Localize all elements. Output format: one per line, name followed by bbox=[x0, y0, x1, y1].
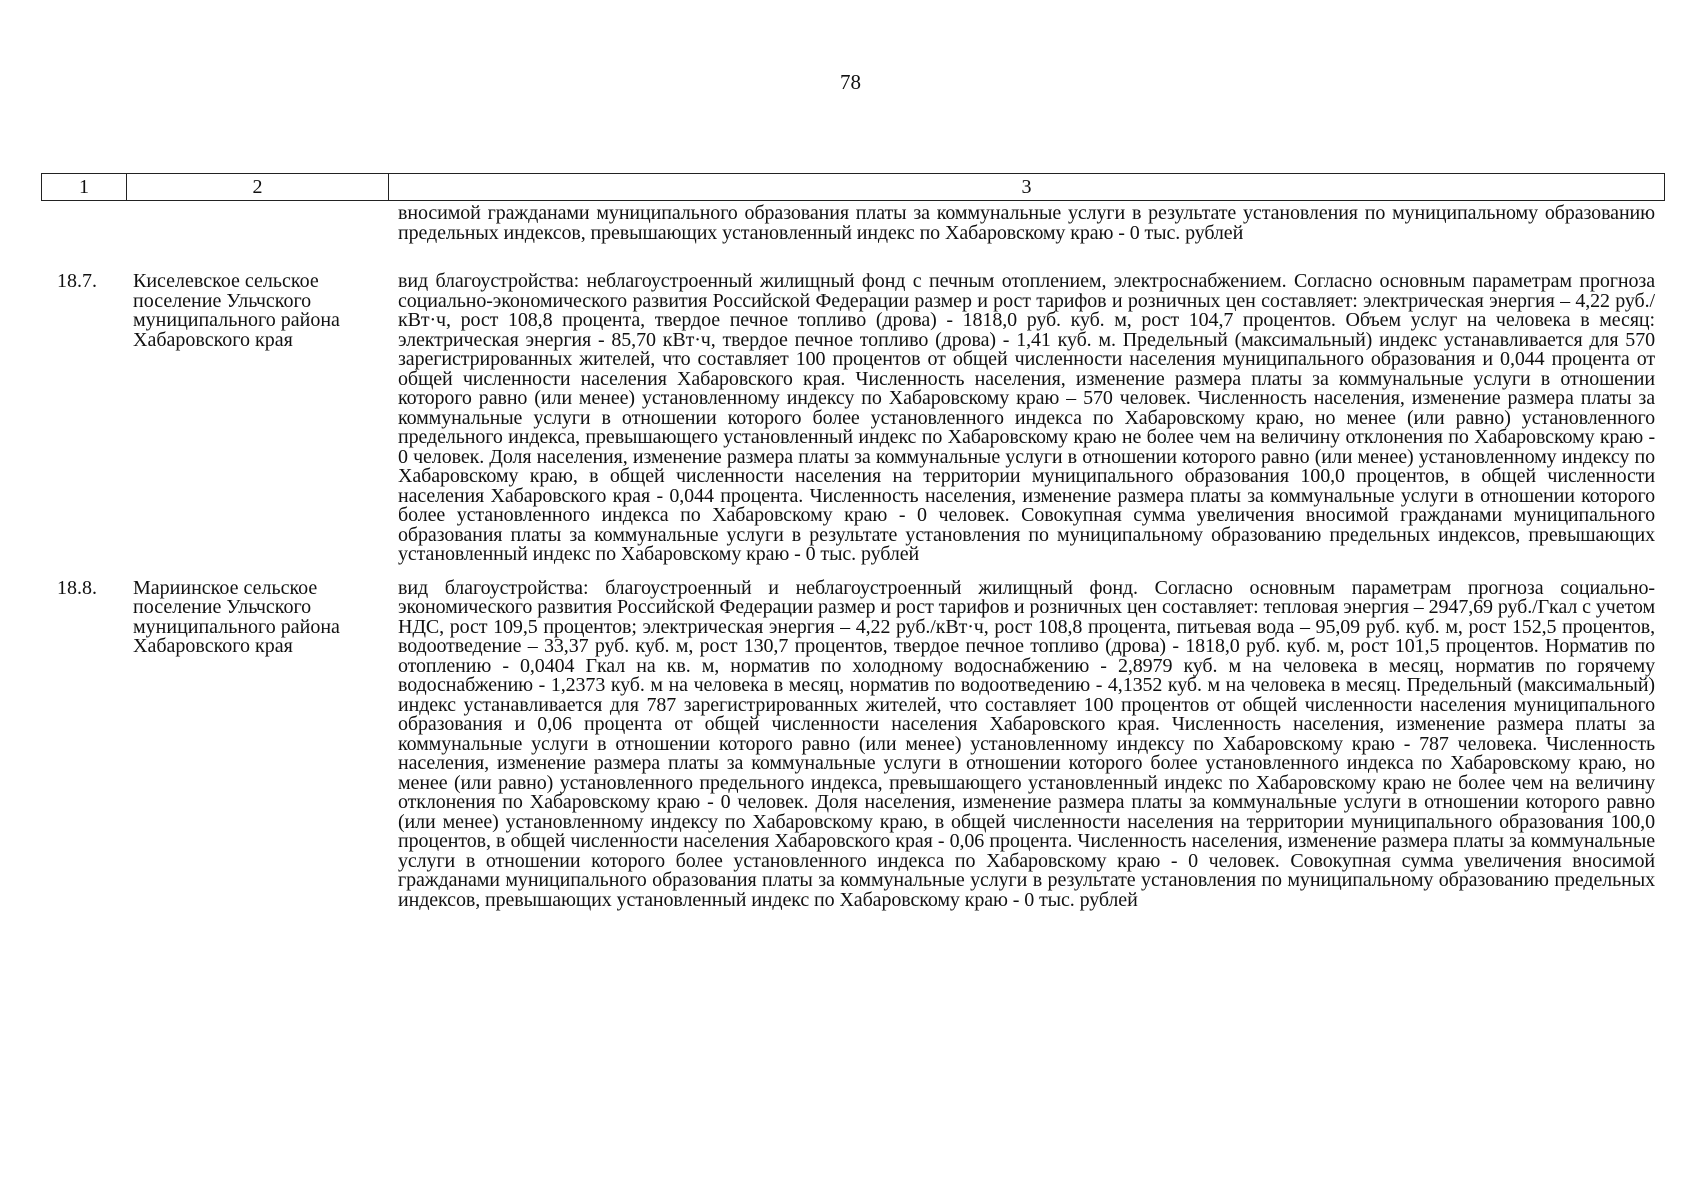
row-number: 18.8. bbox=[57, 576, 97, 599]
header-col-2: 2 bbox=[127, 174, 389, 200]
row-municipality-name: Мариинское сельское поселение Ульчского муниципального района Хабаровского края bbox=[133, 576, 340, 657]
page-number: 78 bbox=[840, 70, 861, 94]
row-number bbox=[41, 204, 126, 270]
table-body bbox=[41, 204, 1665, 910]
row-description: вносимой гражданами муниципального образования платы за коммунальные услуги в результате установления по муниципальному образованию предельных индексов, превышающих установленный индекс по Хабаровскому краю - 0 тыс. рублей bbox=[398, 202, 1655, 244]
table-row-18-8 bbox=[41, 576, 1665, 911]
header-col-3: 3 bbox=[1021, 176, 1032, 198]
row-description: вид благоустройства: неблагоустроенный жилищный фонд с печным отоплением, электроснабжением. Согласно основным параметрам прогноза социально-экономического развития Российской Федерации размер и рост тарифов и розничных цен составляет: электрическая энергия – 4,22 руб./кВт·ч, рост 108,8 процента, твердое печное топливо (дрова) - 1818,0 руб. куб. м, рост 104,7 процентов. Объем услуг на человека в месяц: электрическая энергия - 85,70 кВт·ч, твердое печное топливо (дрова) - 1,41 куб. м. Предельный (максимальный) индекс устанавливается для 570 зарегистрированных жителей, что составляет 100 процентов от общей численности населения муниципального образования и 0,044 процента от общей численности населения Хабаровского края. Численность населения, изменение размера платы за коммунальные услуги в отношении которого равно (или менее) установленному индексу по Хабаровскому краю – 570 человек. Численность населения, изменение размера платы за коммунальные услуги в отношении которого более установленного индекса по Хабаровскому краю, но менее (или равно) установленного предельного индекса, превышающего установленный индекс по Хабаровскому краю не более чем на величину отклонения по Хабаровскому краю - 0 человек. Доля населения, изменение размера платы за коммунальные услуги в отношении которого равно (или менее) установленному индексу по Хабаровскому краю, в общей численности населения на территории муниципального образования 100,0 процентов, в общей численности населения Хабаровского края - 0,044 процента. Численность населения, изменение размера платы за коммунальные услуги в отношении которого более установленного индекса по Хабаровскому краю - 0 человек. Совокупная сумма увеличения вносимой гражданами муниципального образования платы за коммунальные услуги в результате установления по муниципальному образованию предельных индексов, превышающих установленный индекс по Хабаровскому краю - 0 тыс. рублей bbox=[398, 270, 1655, 565]
row-municipality-name: Киселевское сельское поселение Ульчского муниципального района Хабаровского края bbox=[133, 270, 340, 351]
row-number: 18.7. bbox=[57, 270, 97, 292]
header-col-1: 1 bbox=[42, 174, 127, 200]
row-municipality-name bbox=[126, 204, 388, 270]
table-row-18-7 bbox=[41, 272, 1665, 565]
row-description: вид благоустройства: благоустроенный и неблагоустроенный жилищный фонд. Согласно основным параметрам прогноза социально-экономического развития Российской Федерации размер и рост тарифов и розничных цен составляет: тепловая энергия – 2947,69 руб./Гкал с учетом НДС, рост 109,5 процентов; электрическая энергия – 4,22 руб./кВт·ч, рост 108,8 процента, питьевая вода – 95,09 руб. куб. м, рост 152,5 процентов, водоотведение – 33,37 руб. куб. м, рост 130,7 процентов, твердое печное топливо (дрова) - 1818,0 руб. куб. м, рост 101,5 процентов. Норматив по отоплению - 0,0404 Гкал на кв. м, норматив по холодному водоснабжению - 2,8979 куб. м на человека в месяц, норматив по горячему водоснабжению - 1,2373 куб. м на человека в месяц, норматив по водоотведению - 4,1352 куб. м на человека в месяц. Предельный (максимальный) индекс устанавливается для 787 зарегистрированных жителей, что составляет 100 процентов от общей численности населения муниципального образования и 0,06 процента от общей численности населения Хабаровского края. Численность населения, изменение размера платы за коммунальные услуги в отношении которого равно (или менее) установленному индексу по Хабаровскому краю - 787 человека. Численность населения, изменение размера платы за коммунальные услуги в отношении которого более установленного индекса по Хабаровскому краю, но менее (или равно) установленного предельного индекса, превышающего установленный индекс по Хабаровскому краю не более чем на величину отклонения по Хабаровскому краю - 0 человек. Доля населения, изменение размера платы за коммунальные услуги в отношении которого равно (или менее) установленному индексу по Хабаровскому краю, в общей численности населения на территории муниципального образования 100,0 процентов, в общей численности населения Хабаровского края - 0,06 процента. Численность населения, изменение размера платы за коммунальные услуги в отношении которого более установленного индекса по Хабаровскому краю - 0 человек. Совокупная сумма увеличения вносимой гражданами муниципального образования платы за коммунальные услуги в результате установления по муниципальному образованию предельных индексов, превышающих установленный индекс по Хабаровскому краю - 0 тыс. рублей bbox=[398, 576, 1655, 911]
table-row-continuation bbox=[41, 204, 1665, 270]
table-header-row bbox=[41, 173, 1665, 201]
